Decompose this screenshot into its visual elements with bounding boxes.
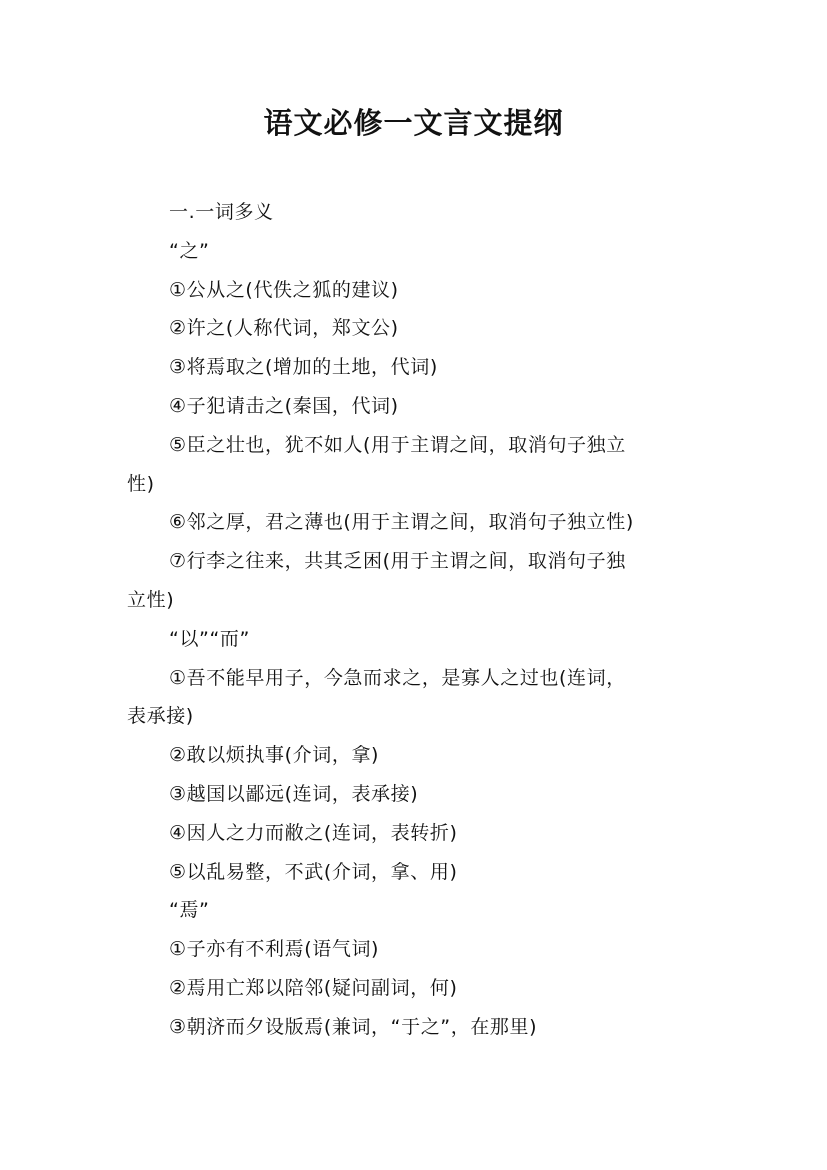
document-body [127, 193, 717, 1047]
text-line: ⑤臣之壮也，犹不如人(用于主谓之间，取消句子独立 [169, 433, 626, 456]
text-line: ②敢以烦执事(介词，拿) [169, 744, 380, 767]
text-line: ④子犯请击之(秦国，代词) [169, 394, 399, 417]
text-line: ①公从之(代佚之狐的建议) [169, 278, 399, 301]
text-line: 性) [127, 472, 155, 495]
text-line: “之” [169, 239, 210, 262]
text-line: ①子亦有不利焉(语气词) [169, 938, 380, 961]
text-line: ④因人之力而敝之(连词，表转折) [169, 821, 458, 844]
text-line: ③越国以鄙远(连词，表承接) [169, 782, 419, 805]
text-line: ②焉用亡郑以陪邻(疑问副词，何) [169, 976, 458, 999]
text-line: 表承接) [127, 705, 194, 728]
text-line: “以”“而” [169, 627, 250, 650]
text-line: 一.一词多义 [169, 201, 274, 223]
text-line: ①吾不能早用子，今急而求之，是寡人之过也(连词， [169, 666, 626, 689]
text-line: 立性) [127, 588, 175, 611]
page-title: 语文必修一文言文提纲 [263, 106, 564, 140]
text-line: ⑥邻之厚，君之薄也(用于主谓之间，取消句子独立性) [169, 511, 634, 534]
text-line: ③将焉取之(增加的土地，代词) [169, 356, 438, 379]
text-line: ⑤以乱易整，不武(介词，拿、用) [169, 860, 458, 883]
text-line: ⑦行李之往来，共其乏困(用于主谓之间，取消句子独 [169, 550, 626, 573]
text-line: “焉” [169, 899, 210, 922]
text-line: ②许之(人称代词，郑文公) [169, 317, 399, 340]
text-line: ③朝济而夕设版焉(兼词，“于之”，在那里) [169, 1015, 538, 1038]
